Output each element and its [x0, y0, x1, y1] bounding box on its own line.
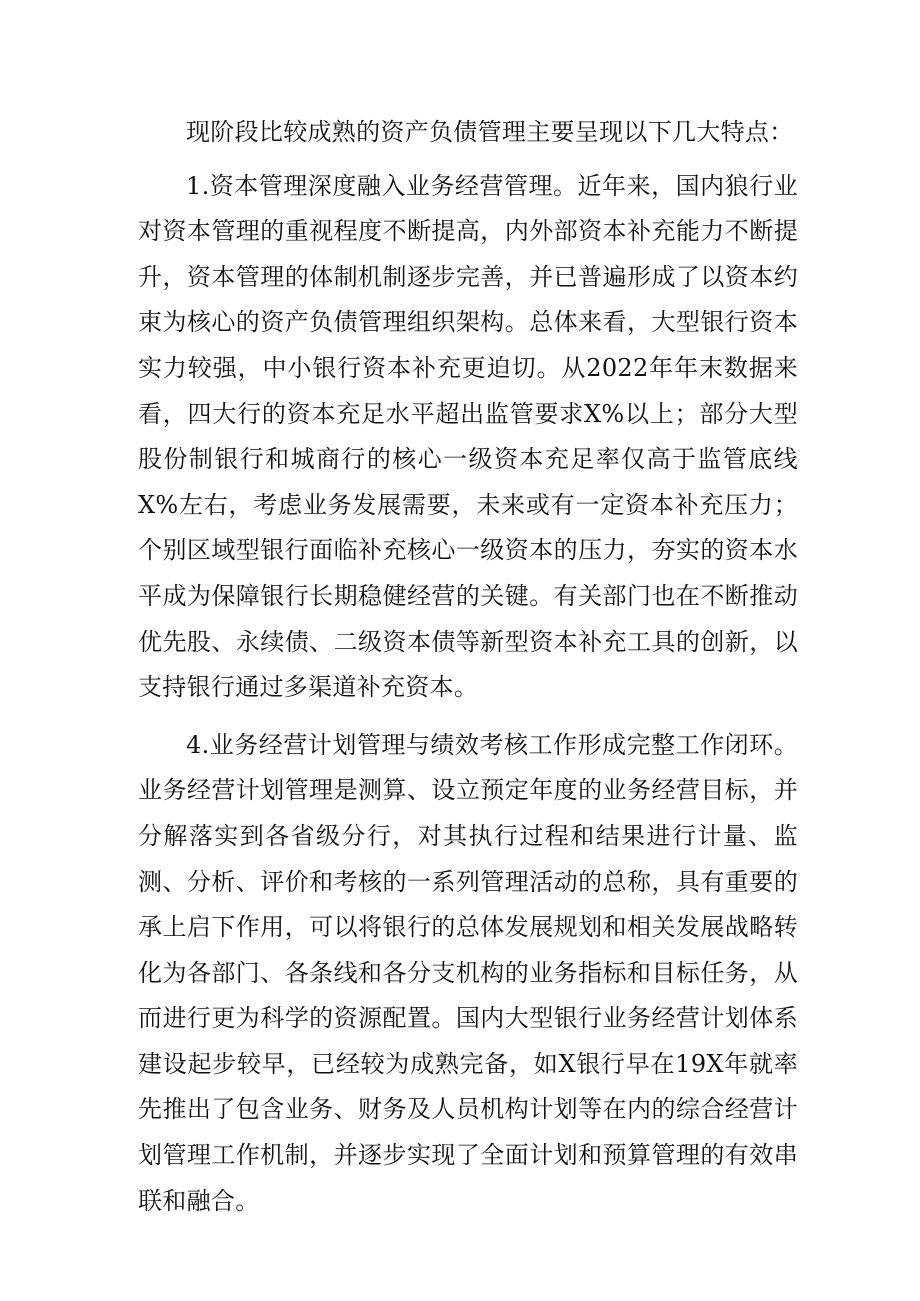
paragraph-capital-management: 1.资本管理深度融入业务经营管理。近年来，国内狼行业对资本管理的重视程度不断提高，内外部资本补充能力不断提升，资本管理的体制机制逐步完善，并已普遍形成了以资本约束为核心的资产负债管理组织架构。总体来看，大型银行资本实力较强，中小银行资本补充更迫切。从2022年年末数据来看，四大行的资本充足水平超出监管要求X%以上；部分大型股份制银行和城商行的核心一级资本充足率仅高于监管底线X%左右，考虑业务发展需要，未来或有一定资本补充压力；个别区域型银行面临补充核心一级资本的压力，夯实的资本水平成为保障银行长期稳健经营的关键。有关部门也在不断推动优先股、永续债、二级资本债等新型资本补充工具的创新，以支持银行通过多渠道补充资本。	[138, 171, 798, 702]
intro-paragraph: 现阶段比较成熟的资产负债管理主要呈现以下几大特点：	[186, 118, 794, 146]
paragraph-business-planning: 4.业务经营计划管理与绩效考核工作形成完整工作闭环。业务经营计划管理是测算、设立预定年度的业务经营目标，并分解落实到各省级分行，对其执行过程和结果进行计量、监测、分析、评价和考核的一系列管理活动的总称，具有重要的承上启下作用，可以将银行的总体发展规划和相关发展战略转化为各部门、各条线和各分支机构的业务指标和目标任务，从而进行更为科学的资源配置。国内大型银行业务经营计划体系建设起步较早，已经较为成熟完备，如X银行早在19X年就率先推出了包含业务、财务及人员机构计划等在内的综合经营计划管理工作机制，并逐步实现了全面计划和预算管理的有效串联和融合。	[138, 730, 798, 1215]
document-body	[138, 110, 798, 1224]
